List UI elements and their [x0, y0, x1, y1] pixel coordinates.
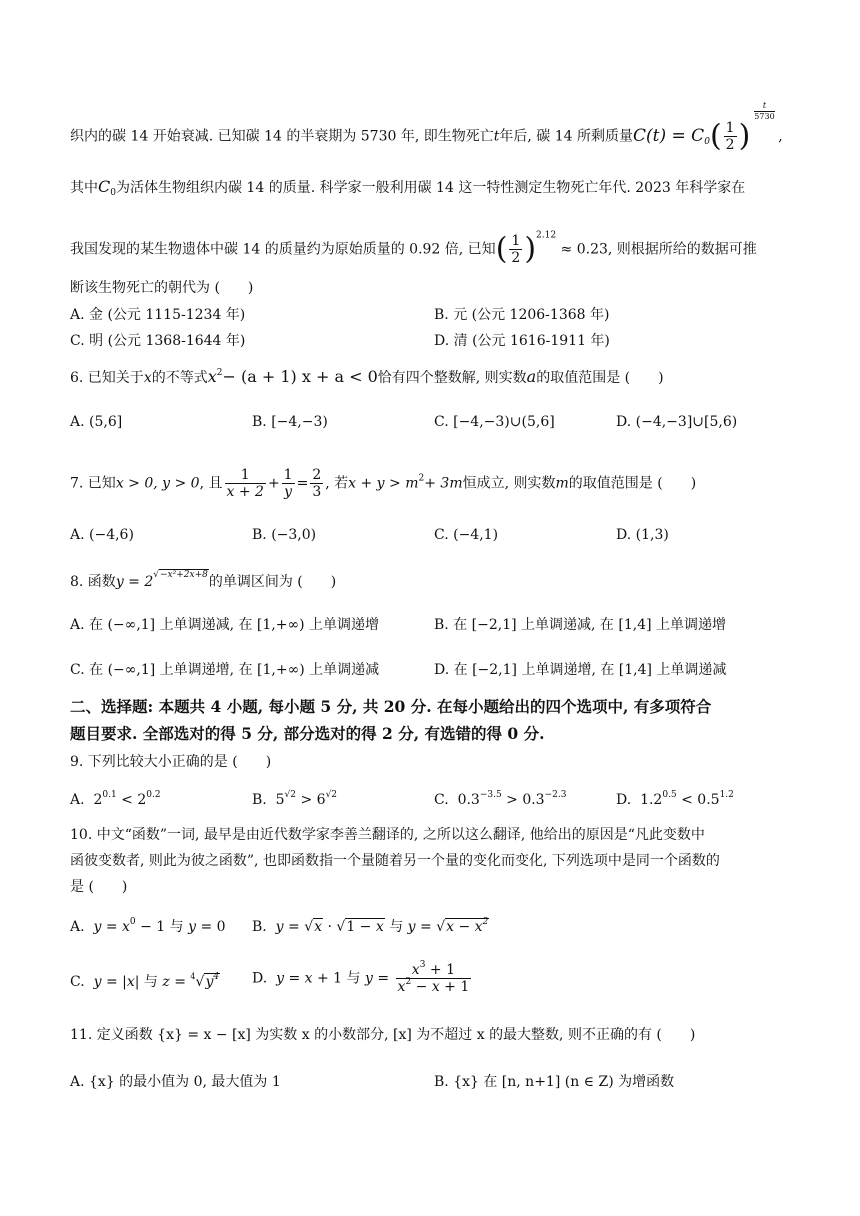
q7-option-b: B. (−3,0)	[252, 527, 317, 543]
half-fraction: $\frac{1}{2}$	[725, 120, 735, 153]
q7-option-d: D. (1,3)	[616, 527, 669, 543]
q5-line3: 我国发现的某生物遗体中碳 14 的质量约为原始质量的 0.92 倍, 已知( $\frac{1}{2}$ )$^{2.12}$ ≈ 0.23, 则根据所给的数据可推	[70, 230, 757, 267]
q10-option-b: B. y = √x · √1 − x 与 $y = √x - x^2$	[252, 917, 489, 935]
q5-line4: 断该生物死亡的朝代为 ( )	[70, 280, 254, 296]
q5-line2: 其中$C_0$为活体生物组织内碳 14 的质量. 科学家一般利用碳 14 这一特性测定生物死亡年代. 2023 年科学家在	[70, 177, 746, 198]
q10-option-d: D. y = x + 1 与 y = $\frac{x^3 + 1}{x^2 - x + 1}$	[252, 960, 470, 995]
q9-stem: 9. 下列比较大小正确的是 ( )	[70, 754, 272, 770]
q5-text: 织内的碳 14 开始衰减. 已知碳 14 的半衰期为 5730 年, 即生物死亡	[70, 128, 494, 145]
q9-option-c: C. $0.3^{-3.5} > 0.3^{-2.3}$	[434, 790, 567, 808]
q8-option-c: C. 在 (−∞,1] 上单调递增, 在 [1,+∞) 上单调递减	[70, 662, 380, 678]
q5-line1: 织内的碳 14 开始衰减. 已知碳 14 的半衰期为 5730 年, 即生物死亡t年后, 碳 14 所剩质量$C(t) = C_0$( $\frac{1}{2}$ ) t 5730 ,	[70, 100, 783, 154]
q11-option-b: B. {x} 在 [n, n+1] (n ∈ Z) 为增函数	[434, 1074, 675, 1090]
q6-option-b: B. [−4,−3)	[252, 414, 328, 430]
var-t: t	[493, 128, 500, 145]
q7-fraction-1: $\frac{1}{x + 2}$	[226, 467, 264, 500]
section2-heading-line1: 二、选择题: 本题共 4 小题, 每小题 5 分, 共 20 分. 在每小题给出的四个选项中, 有多项符合	[70, 697, 712, 716]
q6-option-d: D. (−4,−3]∪[5,6)	[616, 414, 738, 430]
q7-fraction-3: $\frac{2}{3}$	[312, 467, 322, 500]
q8-option-d: D. 在 [−2,1] 上单调递增, 在 [1,4] 上单调递减	[434, 662, 727, 678]
q8-option-a: A. 在 (−∞,1] 上单调递减, 在 [1,+∞) 上单调递增	[70, 617, 380, 633]
q9-option-a: A. $2^{0.1} < 2^{0.2}$	[70, 790, 161, 808]
q10-option-c: C. y = |x| 与 $z = ^4√y^4$	[70, 972, 220, 990]
q5-option-a: A. 金 (公元 1115-1234 年)	[70, 307, 246, 323]
q6-option-c: C. [−4,−3)∪(5,6]	[434, 414, 555, 430]
q7-stem: 7. 已知x > 0, y > 0, 且 $\frac{1}{x + 2}$ + $\frac{1}{y}$ = $\frac{2}{3}$ , 若$x + y > m^2+ 3m$恒成立, 则实数m的取值范围是 ( )	[70, 467, 697, 500]
q5-option-d: D. 清 (公元 1616-1911 年)	[434, 333, 610, 349]
q6-inequality: − (a + 1) x + a < 0	[222, 367, 378, 386]
decay-exponent: t 5730	[754, 100, 775, 121]
q9-option-d: D. $1.2^{0.5} < 0.5^{1.2}$	[616, 790, 734, 808]
q8-exponent: √−x²+2x+8	[153, 570, 208, 580]
q10-line2: 函彼变数者, 则此为彼之函数”, 也即函数指一个量随着另一个量的变化而变化, 下列选项中是同一个函数的	[70, 853, 720, 869]
q5-option-c: C. 明 (公元 1368-1644 年)	[70, 333, 246, 349]
q6-option-a: A. (5,6]	[70, 414, 123, 430]
decay-formula: $C(t) = C_0$	[633, 125, 710, 147]
q7-option-c: C. (−4,1)	[434, 527, 499, 543]
q10-option-a: A. $y = x^0 - 1$ 与 y = 0	[70, 917, 226, 935]
q11-option-a: A. {x} 的最小值为 0, 最大值为 1	[70, 1074, 281, 1090]
q9-option-b: B. $5^{√2} > 6^{√2}$	[252, 790, 338, 808]
section2-heading-line2: 题目要求. 全部选对的得 5 分, 部分选对的得 2 分, 有选错的得 0 分.	[70, 724, 545, 743]
q6-stem: 6. 已知关于x的不等式$x^2- (a + 1) x + a < 0$恰有四个整数解, 则实数a的取值范围是 ( )	[70, 367, 664, 386]
half-fraction-2: $\frac{1}{2}$	[511, 233, 521, 266]
q8-option-b: B. 在 [−2,1] 上单调递减, 在 [1,4] 上单调递增	[434, 617, 726, 633]
q10-line3: 是 ( )	[70, 879, 128, 895]
q7-option-a: A. (−4,6)	[70, 527, 134, 543]
q5-option-b: B. 元 (公元 1206-1368 年)	[434, 307, 610, 323]
q7-fraction-2: $\frac{1}{y}$	[283, 467, 293, 500]
q8-stem: 8. 函数$y = 2^{√-x^2+2x+8}$的单调区间为 ( )	[70, 570, 337, 590]
q10-line1: 10. 中文“函数”一词, 最早是由近代数学家李善兰翻译的, 之所以这么翻译, 他给出的原因是“凡此变数中	[70, 827, 705, 843]
q11-stem: 11. 定义函数 {x} = x − [x] 为实数 x 的小数部分, [x] 为不超过 x 的最大整数, 则不正确的有 ( )	[70, 1027, 696, 1043]
q5-text: 年后, 碳 14 所剩质量	[499, 128, 634, 145]
